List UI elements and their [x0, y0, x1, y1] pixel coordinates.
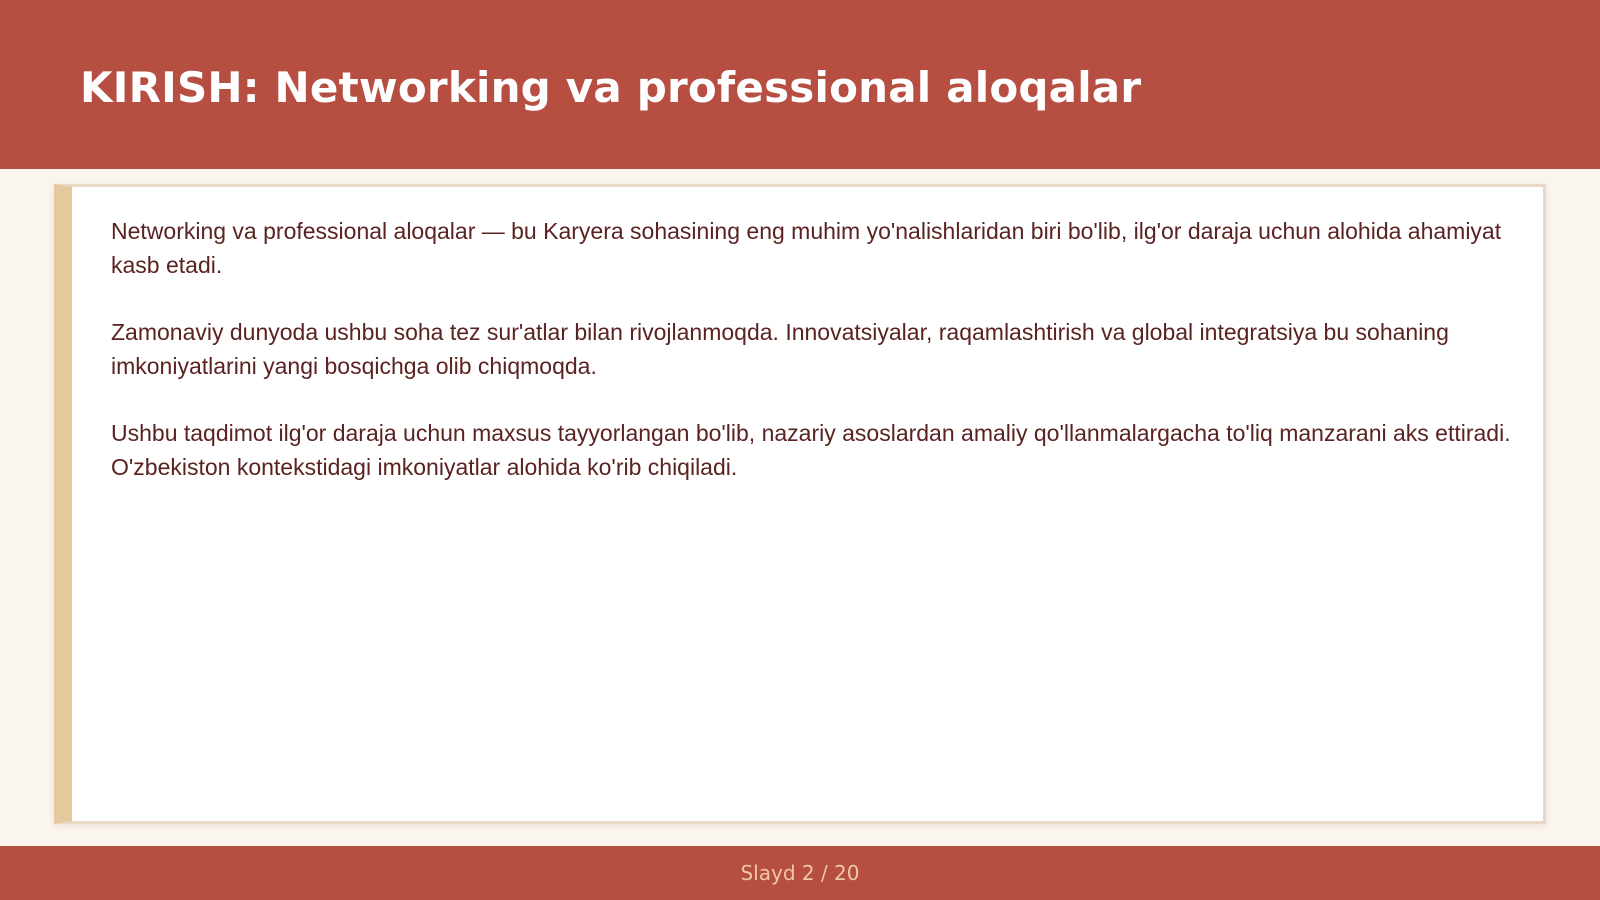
slide-number: Slayd 2 / 20 — [740, 861, 860, 885]
slide-header — [0, 0, 1600, 169]
slide-title: KIRISH: Networking va professional aloqalar — [80, 63, 1142, 112]
slide-footer — [0, 846, 1600, 900]
paragraph-presentation-scope: Ushbu taqdimot ilg'or daraja uchun maxsus tayyorlangan bo'lib, nazariy asoslardan amaliy qo'llanmalargacha to'liq manzarani aks ettiradi. O'zbekiston kontekstidagi imkoniyatlar alohida ko'rib chiqiladi. — [111, 420, 1511, 480]
paragraph-intro: Networking va professional aloqalar — bu Karyera sohasining eng muhim yo'nalishlaridan biri bo'lib, ilg'or daraja uchun alohida ahamiyat kasb etadi. — [111, 218, 1502, 278]
paragraph-modern-world: Zamonaviy dunyoda ushbu soha tez sur'atlar bilan rivojlanmoqda. Innovatsiyalar, raqamlashtirish va global integratsiya bu sohaning imkoniyatlarini yangi bosqichga olib chiqmoqda. — [111, 319, 1449, 379]
content-body — [111, 214, 1511, 517]
content-card — [54, 184, 1546, 824]
